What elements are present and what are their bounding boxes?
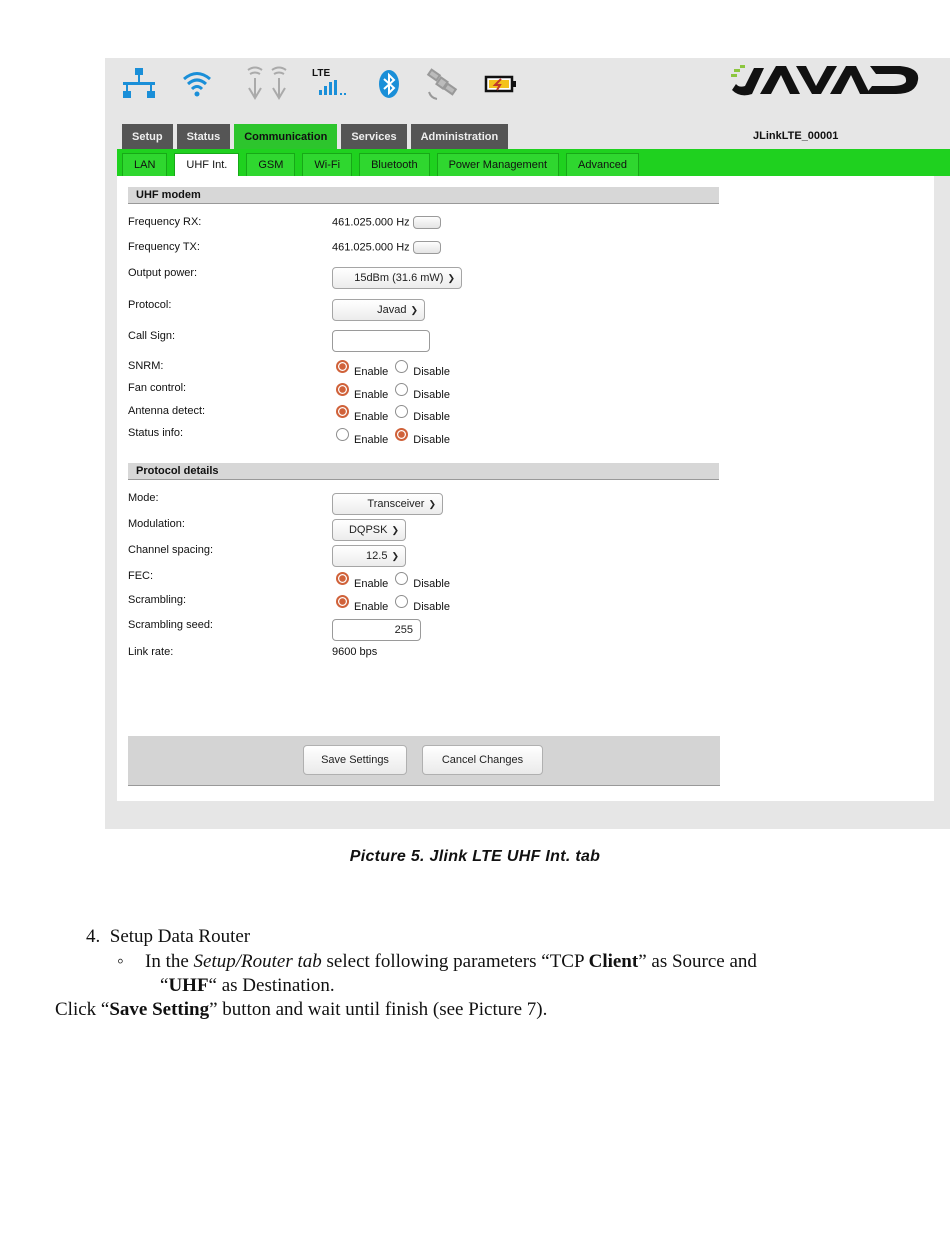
subtab-gsm[interactable]: GSM	[246, 153, 295, 176]
bullet-text: “	[160, 975, 169, 996]
bullet-line-1	[145, 951, 757, 973]
device-name: JLinkLTE_00001	[753, 130, 839, 142]
status-info-disable-radio[interactable]	[395, 428, 408, 441]
satellite-icon	[423, 64, 463, 104]
javad-logo	[730, 60, 920, 100]
status-info-radio-group	[336, 431, 457, 444]
disable-label: Disable	[413, 577, 450, 590]
enable-label: Enable	[354, 410, 389, 423]
antenna-detect-disable-radio[interactable]	[395, 405, 408, 418]
snrm-radio-group	[336, 363, 457, 376]
tab-status[interactable]: Status	[177, 124, 231, 149]
chevron-down-icon: ❯	[410, 304, 418, 315]
chevron-down-icon: ❯	[391, 524, 399, 535]
fan-control-label: Fan control:	[128, 382, 187, 394]
modulation-label: Modulation:	[128, 518, 185, 530]
scrambling-seed-input[interactable]: 255	[332, 619, 421, 641]
subtab-uhf-int[interactable]: UHF Int.	[174, 153, 239, 176]
bullet-bold: UHF	[168, 975, 209, 996]
bullet-text: select following parameters “TCP	[321, 951, 589, 972]
protocol-label: Protocol:	[128, 299, 172, 311]
snrm-enable-radio[interactable]	[336, 360, 349, 373]
output-power-select[interactable]: 15dBm (31.6 mW) ❯	[332, 267, 462, 289]
lte-signal-icon	[305, 64, 353, 104]
action-bar	[128, 736, 720, 786]
disable-label: Disable	[413, 410, 450, 423]
scrambling-enable-radio[interactable]	[336, 595, 349, 608]
bullet-text: ” as Source and	[638, 951, 757, 972]
subtab-lan[interactable]: LAN	[122, 153, 167, 176]
sub-tab-bar	[117, 149, 950, 176]
link-rate-label: Link rate:	[128, 646, 174, 658]
figure-caption: Picture 5. Jlink LTE UHF Int. tab	[349, 848, 601, 865]
status-info-label: Status info:	[128, 427, 184, 439]
protocol-select[interactable]: Javad ❯	[332, 299, 425, 321]
bullet-line-2	[160, 975, 335, 997]
snrm-disable-radio[interactable]	[395, 360, 408, 373]
bullet-bold: Client	[588, 951, 639, 972]
frequency-tx-value: 461.025.000 Hz	[332, 241, 441, 254]
instruction-text: ” button and wait until finish (see Picture 7).	[209, 999, 548, 1020]
instruction-text: Click “	[55, 999, 110, 1020]
uhf-antenna-icon	[243, 64, 293, 104]
snrm-label: SNRM:	[128, 360, 164, 372]
cancel-changes-button[interactable]: Cancel Changes	[422, 745, 543, 775]
click-instruction	[55, 999, 547, 1021]
subtab-wifi[interactable]: Wi-Fi	[302, 153, 352, 176]
fec-label: FEC:	[128, 570, 154, 582]
step-number: 4.	[86, 926, 101, 947]
bluetooth-icon	[369, 64, 409, 104]
step-heading	[86, 926, 250, 948]
enable-label: Enable	[354, 600, 389, 613]
scrambling-seed-label: Scrambling seed:	[128, 619, 213, 631]
scrambling-disable-radio[interactable]	[395, 595, 408, 608]
chevron-down-icon: ❯	[428, 498, 436, 509]
frequency-rx-value: 461.025.000 Hz	[332, 216, 441, 229]
screenshot-frame	[105, 58, 950, 829]
antenna-detect-label: Antenna detect:	[128, 405, 206, 417]
bullet-italic: Setup/Router tab	[193, 951, 322, 972]
instruction-bold: Save Setting	[109, 999, 210, 1020]
save-settings-button[interactable]: Save Settings	[303, 745, 407, 775]
frequency-tx-edit-button[interactable]	[413, 241, 441, 254]
chevron-down-icon: ❯	[447, 272, 455, 283]
link-rate-value: 9600 bps	[332, 646, 378, 658]
section-header-uhf-modem: UHF modem	[128, 187, 719, 204]
tab-administration[interactable]: Administration	[411, 124, 509, 149]
status-bar	[105, 58, 950, 120]
modulation-select[interactable]: DQPSK ❯	[332, 519, 406, 541]
fec-radio-group	[336, 575, 457, 588]
call-sign-label: Call Sign:	[128, 330, 176, 342]
enable-label: Enable	[354, 388, 389, 401]
lte-label: LTE	[312, 68, 331, 79]
tab-services[interactable]: Services	[341, 124, 406, 149]
disable-label: Disable	[413, 433, 450, 446]
frequency-rx-label: Frequency RX:	[128, 216, 202, 228]
tab-communication[interactable]: Communication	[234, 124, 337, 149]
tab-setup[interactable]: Setup	[122, 124, 173, 149]
subtab-advanced[interactable]: Advanced	[566, 153, 639, 176]
subtab-bluetooth[interactable]: Bluetooth	[359, 153, 429, 176]
scrambling-radio-group	[336, 598, 457, 611]
antenna-detect-enable-radio[interactable]	[336, 405, 349, 418]
enable-label: Enable	[354, 365, 389, 378]
bullet-text: “ as Destination.	[208, 975, 335, 996]
enable-label: Enable	[354, 433, 389, 446]
channel-spacing-label: Channel spacing:	[128, 544, 214, 556]
scrambling-label: Scrambling:	[128, 594, 187, 606]
fan-control-disable-radio[interactable]	[395, 383, 408, 396]
disable-label: Disable	[413, 365, 450, 378]
fan-control-radio-group	[336, 386, 457, 399]
frequency-rx-edit-button[interactable]	[413, 216, 441, 229]
call-sign-input[interactable]	[332, 330, 430, 352]
chevron-down-icon: ❯	[391, 550, 399, 561]
status-info-enable-radio[interactable]	[336, 428, 349, 441]
frequency-tx-label: Frequency TX:	[128, 241, 200, 253]
bullet-text: In the	[145, 951, 194, 972]
subtab-power-management[interactable]: Power Management	[437, 153, 559, 176]
output-power-label: Output power:	[128, 267, 198, 279]
top-tab-bar	[122, 124, 508, 149]
antenna-detect-radio-group	[336, 408, 457, 421]
disable-label: Disable	[413, 388, 450, 401]
disable-label: Disable	[413, 600, 450, 613]
settings-page	[117, 176, 934, 801]
battery-charging-icon	[481, 64, 521, 104]
fan-control-enable-radio[interactable]	[336, 383, 349, 396]
network-icon	[119, 64, 159, 104]
bullet-marker: ◦	[117, 951, 124, 972]
mode-label: Mode:	[128, 492, 159, 504]
section-header-protocol-details: Protocol details	[128, 463, 719, 480]
fec-disable-radio[interactable]	[395, 572, 408, 585]
wifi-icon	[177, 64, 217, 104]
enable-label: Enable	[354, 577, 389, 590]
channel-spacing-select[interactable]: 12.5 ❯	[332, 545, 406, 567]
step-title: Setup Data Router	[109, 926, 251, 947]
fec-enable-radio[interactable]	[336, 572, 349, 585]
mode-select[interactable]: Transceiver ❯	[332, 493, 443, 515]
